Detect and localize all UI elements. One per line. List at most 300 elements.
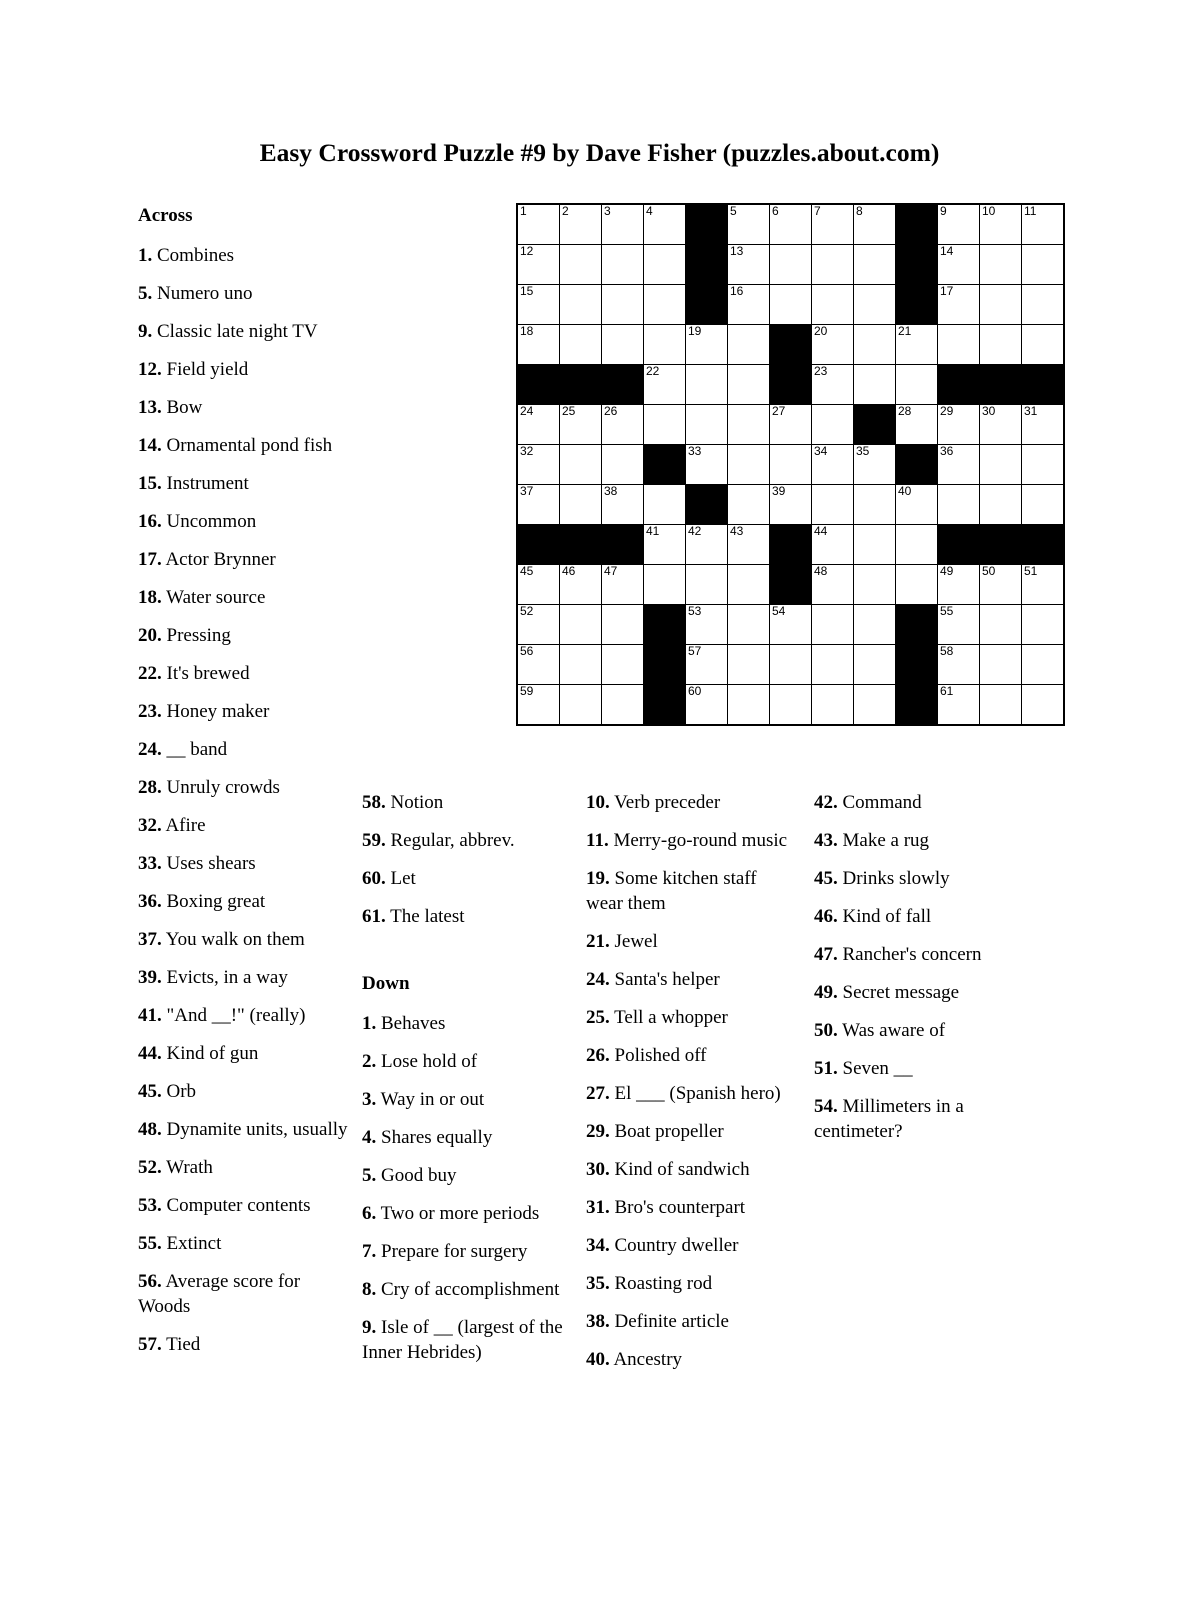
grid-cell[interactable]: [728, 285, 770, 325]
across-clue[interactable]: [138, 1269, 348, 1319]
grid-cell[interactable]: [644, 285, 686, 325]
down-clue[interactable]: [362, 1277, 570, 1302]
grid-row: [517, 645, 1064, 685]
grid-cell[interactable]: [896, 405, 938, 445]
down-clue-column-2: [586, 790, 798, 1385]
across-clue-number: 23.: [138, 701, 162, 722]
down-clue-text: Isle of __ (largest of the Inner Hebrides): [362, 1317, 563, 1363]
down-clue[interactable]: [362, 1011, 570, 1036]
down-clue-number: 50.: [814, 1020, 838, 1041]
grid-cell[interactable]: [812, 645, 854, 685]
grid-cell[interactable]: [728, 485, 770, 525]
grid-cell[interactable]: [938, 605, 980, 645]
down-clue[interactable]: [814, 904, 1019, 929]
across-clue[interactable]: [362, 790, 570, 815]
grid-row: [517, 365, 1064, 405]
grid-cell[interactable]: [980, 565, 1022, 605]
grid-cell[interactable]: [560, 285, 602, 325]
across-clue[interactable]: [138, 281, 348, 306]
down-clue-column-3: [814, 790, 1019, 1157]
grid-cell[interactable]: [728, 245, 770, 285]
grid-cell-number: 34: [814, 444, 828, 458]
grid-cell[interactable]: [812, 405, 854, 445]
grid-cell[interactable]: [560, 245, 602, 285]
across-clue-number: 56.: [138, 1271, 162, 1292]
grid-cell[interactable]: [517, 285, 560, 325]
grid-cell[interactable]: [854, 645, 896, 685]
grid-cell-number: 27: [772, 404, 786, 418]
down-clue[interactable]: [586, 1005, 798, 1030]
across-clue-text: Uncommon: [161, 511, 257, 532]
grid-cell-number: 1: [520, 204, 527, 218]
down-clue[interactable]: [362, 1315, 570, 1365]
grid-cell[interactable]: [980, 445, 1022, 485]
grid-cell-number: 3: [604, 204, 611, 218]
grid-cell[interactable]: [602, 645, 644, 685]
across-clue[interactable]: [138, 851, 348, 876]
grid-cell-number: 7: [814, 204, 821, 218]
grid-cell[interactable]: [812, 445, 854, 485]
grid-cell[interactable]: [686, 685, 728, 726]
grid-cell[interactable]: [517, 685, 560, 726]
grid-cell[interactable]: [896, 325, 938, 365]
grid-cell[interactable]: [770, 605, 812, 645]
grid-cell[interactable]: [1022, 685, 1065, 726]
across-clue-number: 37.: [138, 929, 162, 950]
grid-cell[interactable]: [602, 445, 644, 485]
grid-cell[interactable]: [854, 685, 896, 726]
grid-cell[interactable]: [980, 605, 1022, 645]
grid-cell-number: 53: [688, 604, 702, 618]
grid-cell[interactable]: [980, 285, 1022, 325]
across-clue-number: 12.: [138, 359, 162, 380]
across-clue-number: 28.: [138, 777, 162, 798]
down-clue[interactable]: [586, 1233, 798, 1258]
across-clue-number: 1.: [138, 245, 153, 266]
grid-cell[interactable]: [938, 645, 980, 685]
grid-cell[interactable]: [560, 405, 602, 445]
down-clue[interactable]: [586, 1081, 798, 1106]
grid-cell[interactable]: [938, 485, 980, 525]
grid-cell[interactable]: [1022, 405, 1065, 445]
grid-cell[interactable]: [644, 325, 686, 365]
grid-cell[interactable]: [644, 245, 686, 285]
across-clue[interactable]: [362, 866, 570, 891]
grid-cell[interactable]: [517, 445, 560, 485]
down-clue-text: Bro's counterpart: [609, 1197, 746, 1218]
grid-cell-number: 18: [520, 324, 534, 338]
down-clue[interactable]: [814, 980, 1019, 1005]
grid-cell[interactable]: [938, 325, 980, 365]
grid-cell[interactable]: [1022, 285, 1065, 325]
grid-cell[interactable]: [728, 204, 770, 245]
down-clue-number: 7.: [362, 1241, 377, 1262]
across-clue[interactable]: [138, 319, 348, 344]
grid-cell[interactable]: [728, 645, 770, 685]
across-clue[interactable]: [362, 828, 570, 853]
across-clue[interactable]: [138, 433, 348, 458]
grid-cell[interactable]: [812, 525, 854, 565]
across-clue-text: Uses shears: [161, 853, 256, 874]
down-clue-text: Shares equally: [376, 1127, 493, 1148]
across-clue-text: Kind of gun: [161, 1043, 259, 1064]
grid-cell[interactable]: [854, 204, 896, 245]
down-clue[interactable]: [586, 1043, 798, 1068]
grid-cell[interactable]: [1022, 565, 1065, 605]
grid-cell[interactable]: [517, 325, 560, 365]
grid-cell[interactable]: [602, 405, 644, 445]
down-clue[interactable]: [586, 828, 798, 853]
across-clue[interactable]: [138, 1117, 348, 1142]
grid-cell[interactable]: [728, 365, 770, 405]
grid-cell-number: 32: [520, 444, 534, 458]
grid-cell[interactable]: [1022, 245, 1065, 285]
grid-cell-number: 11: [1024, 204, 1037, 218]
down-clue-number: 49.: [814, 982, 838, 1003]
grid-cell[interactable]: [602, 325, 644, 365]
grid-block-cell: [560, 365, 602, 405]
grid-cell[interactable]: [560, 605, 602, 645]
grid-cell[interactable]: [812, 245, 854, 285]
grid-cell[interactable]: [560, 685, 602, 726]
down-clue[interactable]: [362, 1163, 570, 1188]
across-clue[interactable]: [138, 1332, 348, 1357]
grid-cell-number: 30: [982, 404, 996, 418]
across-clue[interactable]: [138, 965, 348, 990]
grid-cell[interactable]: [517, 245, 560, 285]
grid-cell[interactable]: [1022, 204, 1065, 245]
grid-cell[interactable]: [602, 485, 644, 525]
down-clue-text: Merry-go-round music: [608, 830, 788, 851]
grid-cell[interactable]: [854, 605, 896, 645]
grid-cell[interactable]: [770, 204, 812, 245]
grid-cell[interactable]: [812, 325, 854, 365]
grid-cell[interactable]: [686, 325, 728, 365]
grid-cell[interactable]: [728, 445, 770, 485]
grid-cell[interactable]: [812, 204, 854, 245]
across-clue[interactable]: [138, 1003, 348, 1028]
grid-cell[interactable]: [812, 605, 854, 645]
grid-cell[interactable]: [854, 285, 896, 325]
grid-block-cell: [854, 405, 896, 445]
grid-cell[interactable]: [560, 445, 602, 485]
across-clue[interactable]: [138, 585, 348, 610]
grid-cell[interactable]: [770, 485, 812, 525]
across-clue[interactable]: [138, 395, 348, 420]
grid-cell-number: 35: [856, 444, 870, 458]
grid-cell[interactable]: [728, 605, 770, 645]
grid-cell[interactable]: [560, 565, 602, 605]
grid-cell[interactable]: [770, 445, 812, 485]
across-clue-text: Actor Brynner: [161, 549, 276, 570]
grid-cell[interactable]: [644, 525, 686, 565]
down-clue-number: 25.: [586, 1007, 610, 1028]
across-clue[interactable]: [138, 1041, 348, 1066]
crossword-grid-table[interactable]: [516, 203, 1065, 726]
grid-cell[interactable]: [854, 325, 896, 365]
grid-cell[interactable]: [854, 445, 896, 485]
grid-cell-number: 21: [898, 324, 912, 338]
grid-cell-number: 8: [856, 204, 863, 218]
grid-cell[interactable]: [1022, 445, 1065, 485]
grid-row: [517, 325, 1064, 365]
across-clue-number: 58.: [362, 792, 386, 813]
crossword-grid[interactable]: [516, 203, 1065, 726]
down-clue[interactable]: [362, 1049, 570, 1074]
grid-cell[interactable]: [602, 204, 644, 245]
grid-cell[interactable]: [854, 525, 896, 565]
grid-cell[interactable]: [644, 204, 686, 245]
down-clue-text: Two or more periods: [376, 1203, 540, 1224]
grid-cell[interactable]: [938, 445, 980, 485]
grid-cell[interactable]: [728, 525, 770, 565]
down-clue[interactable]: [586, 967, 798, 992]
grid-cell[interactable]: [980, 685, 1022, 726]
grid-cell[interactable]: [560, 325, 602, 365]
grid-cell[interactable]: [1022, 645, 1065, 685]
grid-cell[interactable]: [560, 485, 602, 525]
grid-cell[interactable]: [938, 565, 980, 605]
down-clue[interactable]: [814, 1018, 1019, 1043]
grid-cell-number: 40: [898, 484, 912, 498]
across-clue[interactable]: [138, 547, 348, 572]
grid-cell[interactable]: [980, 485, 1022, 525]
grid-cell[interactable]: [938, 204, 980, 245]
down-clue[interactable]: [362, 1087, 570, 1112]
grid-cell[interactable]: [728, 565, 770, 605]
across-clue-text: Field yield: [161, 359, 249, 380]
grid-row: [517, 565, 1064, 605]
grid-cell[interactable]: [980, 405, 1022, 445]
grid-cell-number: 41: [646, 524, 660, 538]
grid-cell[interactable]: [812, 365, 854, 405]
down-clue[interactable]: [362, 1125, 570, 1150]
grid-cell[interactable]: [1022, 605, 1065, 645]
grid-cell[interactable]: [812, 285, 854, 325]
down-clue-text: Ancestry: [609, 1349, 683, 1370]
grid-block-cell: [896, 445, 938, 485]
grid-cell[interactable]: [770, 685, 812, 726]
grid-cell[interactable]: [980, 245, 1022, 285]
across-clue-text: Numero uno: [152, 283, 253, 304]
down-clue-number: 4.: [362, 1127, 377, 1148]
grid-cell[interactable]: [854, 245, 896, 285]
grid-cell[interactable]: [1022, 485, 1065, 525]
across-clue[interactable]: [138, 357, 348, 382]
across-clue[interactable]: [138, 1231, 348, 1256]
grid-cell[interactable]: [770, 245, 812, 285]
across-clue-text: Water source: [161, 587, 266, 608]
across-clue-number: 52.: [138, 1157, 162, 1178]
down-clue-text: Polished off: [609, 1045, 707, 1066]
grid-cell[interactable]: [644, 565, 686, 605]
down-clue[interactable]: [586, 1309, 798, 1334]
across-clue-number: 17.: [138, 549, 162, 570]
grid-cell[interactable]: [686, 645, 728, 685]
down-clue-number: 42.: [814, 792, 838, 813]
down-clue[interactable]: [362, 1201, 570, 1226]
grid-cell[interactable]: [854, 365, 896, 405]
down-clue[interactable]: [586, 790, 798, 815]
grid-cell[interactable]: [644, 365, 686, 405]
across-clue[interactable]: [138, 699, 348, 724]
grid-cell[interactable]: [517, 485, 560, 525]
grid-cell[interactable]: [938, 285, 980, 325]
grid-cell[interactable]: [896, 365, 938, 405]
grid-cell[interactable]: [686, 445, 728, 485]
grid-cell[interactable]: [602, 285, 644, 325]
grid-cell[interactable]: [896, 525, 938, 565]
grid-cell[interactable]: [896, 565, 938, 605]
grid-cell-number: 10: [982, 204, 996, 218]
down-clue-number: 27.: [586, 1083, 610, 1104]
down-clue-text: Millimeters in a centimeter?: [814, 1096, 964, 1142]
down-clue[interactable]: [814, 1094, 1019, 1144]
across-clue[interactable]: [138, 243, 348, 268]
grid-block-cell: [686, 285, 728, 325]
grid-row: [517, 285, 1064, 325]
grid-block-cell: [938, 525, 980, 565]
across-clue[interactable]: [138, 623, 348, 648]
across-clue[interactable]: [138, 737, 348, 762]
down-clue-text: Some kitchen staff wear them: [586, 868, 757, 914]
grid-cell[interactable]: [770, 285, 812, 325]
across-clue[interactable]: [138, 661, 348, 686]
grid-cell[interactable]: [1022, 325, 1065, 365]
across-clue-text: Computer contents: [161, 1195, 311, 1216]
across-clue[interactable]: [138, 1155, 348, 1180]
across-clue-text: Wrath: [161, 1157, 213, 1178]
down-clue[interactable]: [814, 790, 1019, 815]
grid-cell-number: 42: [688, 524, 702, 538]
down-clue-number: 8.: [362, 1279, 377, 1300]
across-clue[interactable]: [362, 904, 570, 929]
down-clue[interactable]: [586, 1119, 798, 1144]
across-clue-number: 45.: [138, 1081, 162, 1102]
grid-block-cell: [938, 365, 980, 405]
grid-cell[interactable]: [517, 605, 560, 645]
grid-cell[interactable]: [517, 565, 560, 605]
grid-cell[interactable]: [602, 685, 644, 726]
across-clue[interactable]: [138, 775, 348, 800]
down-clue-text: Santa's helper: [609, 969, 720, 990]
across-clue-number: 15.: [138, 473, 162, 494]
down-clue[interactable]: [814, 866, 1019, 891]
grid-cell[interactable]: [560, 645, 602, 685]
across-clue[interactable]: [138, 1079, 348, 1104]
grid-cell[interactable]: [686, 365, 728, 405]
grid-cell[interactable]: [644, 405, 686, 445]
grid-cell-number: 2: [562, 204, 569, 218]
down-clue[interactable]: [814, 1056, 1019, 1081]
down-clue[interactable]: [586, 1195, 798, 1220]
grid-cell[interactable]: [938, 685, 980, 726]
across-clue-text: Evicts, in a way: [161, 967, 288, 988]
down-clue-number: 11.: [586, 830, 609, 851]
grid-cell[interactable]: [812, 685, 854, 726]
down-clue-number: 10.: [586, 792, 610, 813]
across-clue-number: 13.: [138, 397, 162, 418]
down-clue[interactable]: [586, 866, 798, 916]
grid-cell[interactable]: [517, 645, 560, 685]
down-clue-text: Good buy: [376, 1165, 457, 1186]
grid-cell[interactable]: [517, 204, 560, 245]
across-clue[interactable]: [138, 509, 348, 534]
across-clue-text: Average score for Woods: [138, 1271, 301, 1317]
across-clue-column-1: [138, 205, 348, 1370]
down-clue[interactable]: [362, 1239, 570, 1264]
grid-cell[interactable]: [686, 605, 728, 645]
grid-cell-number: 5: [730, 204, 737, 218]
down-clue-text: Seven __: [837, 1058, 913, 1079]
down-clue[interactable]: [814, 828, 1019, 853]
grid-cell[interactable]: [728, 685, 770, 726]
across-clue-number: 33.: [138, 853, 162, 874]
grid-cell[interactable]: [728, 325, 770, 365]
grid-cell[interactable]: [602, 605, 644, 645]
grid-cell[interactable]: [602, 245, 644, 285]
down-clue[interactable]: [586, 929, 798, 954]
grid-cell[interactable]: [770, 405, 812, 445]
grid-cell[interactable]: [896, 485, 938, 525]
grid-cell[interactable]: [980, 645, 1022, 685]
across-clue[interactable]: [138, 813, 348, 838]
grid-block-cell: [517, 525, 560, 565]
grid-cell[interactable]: [728, 405, 770, 445]
down-clue[interactable]: [586, 1271, 798, 1296]
down-clue[interactable]: [586, 1157, 798, 1182]
grid-cell[interactable]: [686, 525, 728, 565]
grid-cell[interactable]: [854, 565, 896, 605]
down-clue-number: 1.: [362, 1013, 377, 1034]
across-clue[interactable]: [138, 927, 348, 952]
grid-cell[interactable]: [980, 204, 1022, 245]
across-clue[interactable]: [138, 471, 348, 496]
grid-cell-number: 43: [730, 524, 744, 538]
down-clue-number: 6.: [362, 1203, 377, 1224]
grid-cell[interactable]: [980, 325, 1022, 365]
grid-cell[interactable]: [644, 485, 686, 525]
grid-cell[interactable]: [938, 405, 980, 445]
grid-cell[interactable]: [517, 405, 560, 445]
grid-row: [517, 204, 1064, 245]
grid-cell[interactable]: [560, 204, 602, 245]
grid-cell[interactable]: [854, 485, 896, 525]
down-clue-text: Lose hold of: [376, 1051, 478, 1072]
grid-cell[interactable]: [686, 565, 728, 605]
across-clue-text: Dynamite units, usually: [161, 1119, 348, 1140]
grid-cell[interactable]: [770, 645, 812, 685]
down-clue-text: Tell a whopper: [609, 1007, 728, 1028]
grid-cell[interactable]: [938, 245, 980, 285]
down-clue[interactable]: [586, 1347, 798, 1372]
grid-cell[interactable]: [602, 565, 644, 605]
grid-block-cell: [896, 605, 938, 645]
down-clue-number: 26.: [586, 1045, 610, 1066]
grid-cell[interactable]: [686, 405, 728, 445]
grid-cell[interactable]: [812, 565, 854, 605]
page-title: Easy Crossword Puzzle #9 by Dave Fisher (puzzles.about.com): [259, 138, 940, 167]
across-clue-number: 20.: [138, 625, 162, 646]
grid-cell[interactable]: [812, 485, 854, 525]
across-clue[interactable]: [138, 889, 348, 914]
grid-block-cell: [686, 204, 728, 245]
across-clue[interactable]: [138, 1193, 348, 1218]
down-clue-text: Kind of sandwich: [609, 1159, 750, 1180]
grid-block-cell: [686, 485, 728, 525]
down-clue-number: 5.: [362, 1165, 377, 1186]
down-clue[interactable]: [814, 942, 1019, 967]
